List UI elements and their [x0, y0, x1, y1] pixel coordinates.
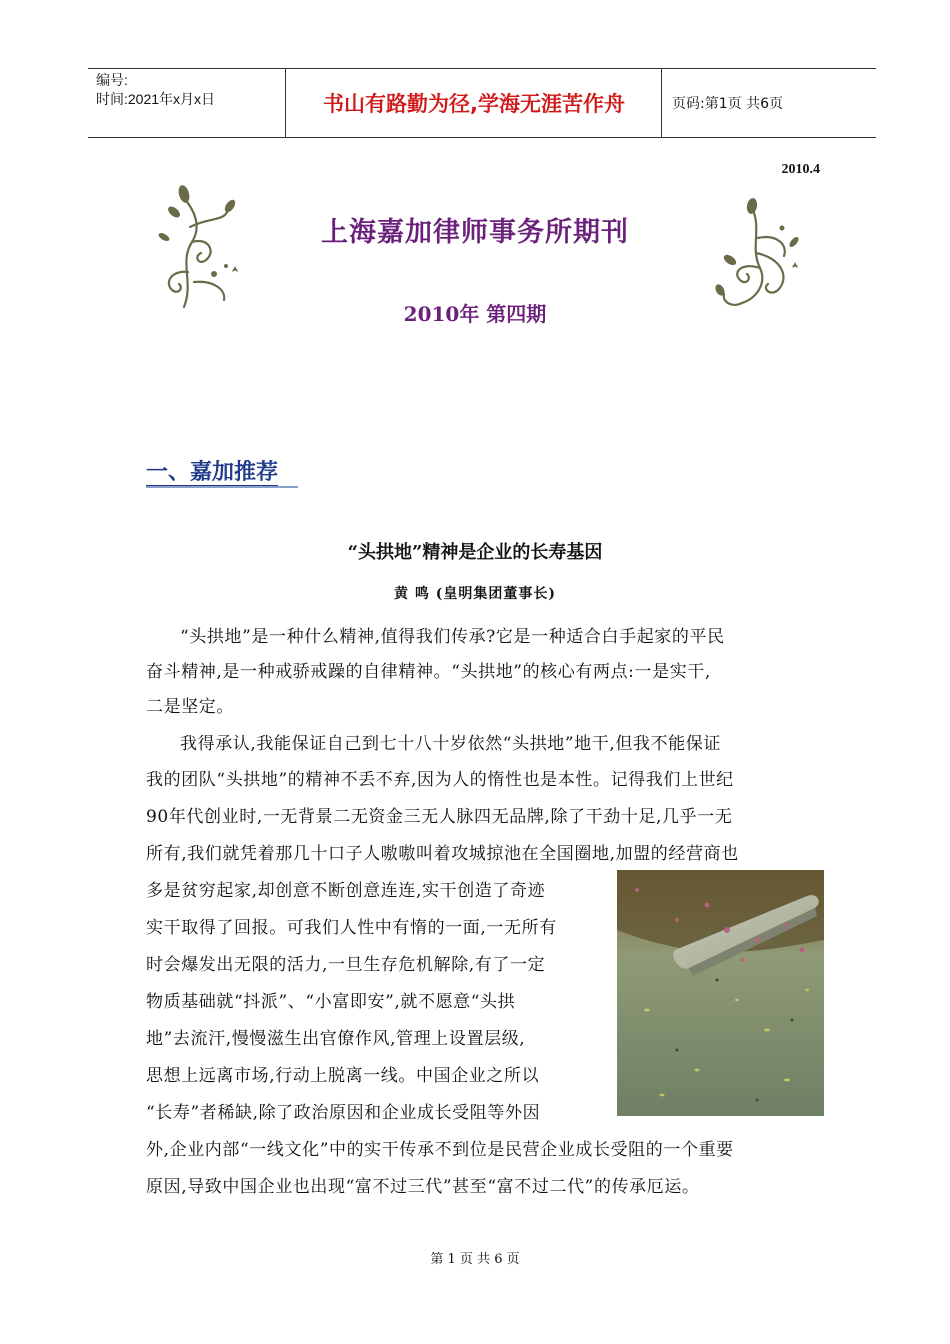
section-rule — [146, 486, 298, 488]
body-line: 我得承认,我能保证自己到七十八十岁依然“头拱地”地干,但我不能保证 — [180, 734, 721, 754]
page-footer: 第 1 页 共 6 页 — [430, 1252, 520, 1267]
body-line: 实干取得了回报。可我们人性中有惰的一面,一无所有 — [146, 918, 557, 938]
body-line: 所有,我们就凭着那几十口子人嗷嗷叫着攻城掠池在全国圈地,加盟的经营商也 — [146, 844, 739, 864]
time-label: 时间:2021年x月x日 — [96, 91, 216, 107]
header-page-code: 页码:第1页 共6页 — [672, 96, 783, 112]
body-line: 外,企业内部“一线文化”中的实干传承不到位是民营企业成长受阻的一个重要 — [146, 1140, 734, 1160]
body-line: “长寿”者稀缺,除了政治原因和企业成长受阻等外因 — [146, 1103, 541, 1123]
issue-date: 2010.4 — [781, 162, 820, 177]
issue-number: 2010年 第四期 — [403, 302, 547, 326]
article-byline: 黄 鸣 (皇明集团董事长) — [394, 586, 556, 602]
body-line: 90年代创业时,一无背景二无资金三无人脉四无品牌,除了干劲十足,几乎一无 — [146, 807, 733, 827]
section-title: 一、嘉加推荐 — [146, 459, 279, 485]
body-line: 我的团队“头拱地”的精神不丢不弃,因为人的惰性也是本性。记得我们上世纪 — [146, 770, 734, 790]
magazine-title: 上海嘉加律师事务所期刊 — [321, 217, 629, 248]
body-line: 奋斗精神,是一种戒骄戒躁的自律精神。“头拱地”的核心有两点:一是实干, — [146, 662, 711, 682]
body-line: “头拱地”是一种什么精神,值得我们传承?它是一种适合白手起家的平民 — [180, 627, 725, 647]
body-line: 思想上远离市场,行动上脱离一线。中国企业之所以 — [146, 1066, 540, 1086]
body-line: 多是贫穷起家,却创意不断创意连连,实干创造了奇迹 — [146, 881, 546, 901]
body-line: 地”去流汗,慢慢滋生出官僚作风,管理上设置层级, — [146, 1029, 526, 1049]
body-line: 时会爆发出无限的活力,一旦生存危机解除,有了一定 — [146, 955, 546, 975]
header-table — [88, 68, 876, 138]
article-title: “头拱地”精神是企业的长寿基因 — [347, 542, 603, 563]
body-line: 原因,导致中国企业也出现“富不过三代”甚至“富不过二代”的传承厄运。 — [146, 1177, 700, 1197]
body-line: 二是坚定。 — [146, 697, 234, 717]
header-motto: 书山有路勤为径,学海无涯苦作舟 — [287, 69, 662, 137]
header-meta — [88, 69, 286, 137]
body-line: 物质基础就“抖派”、“小富即安”,就不愿意“头拱 — [146, 992, 516, 1012]
number-label: 编号: — [96, 72, 128, 88]
article-photo — [617, 870, 824, 1116]
